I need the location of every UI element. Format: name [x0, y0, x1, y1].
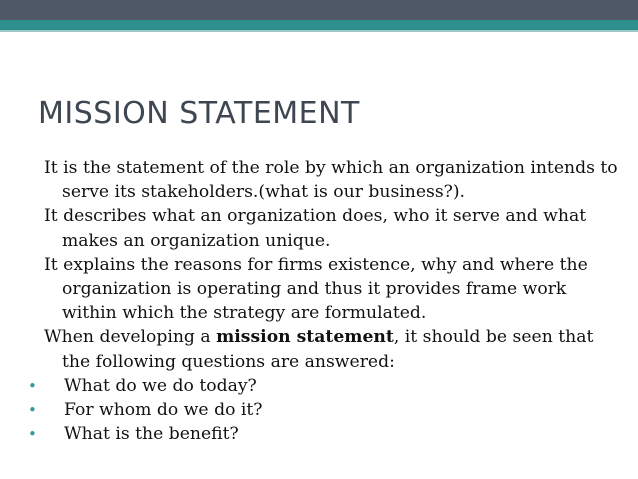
bullet-text: What is the benefit? — [64, 424, 239, 445]
developing-text-after: , it should be seen that the following questions are answered: — [62, 327, 594, 372]
bullet-icon: • — [28, 376, 37, 395]
developing-text-before: When developing a — [44, 327, 217, 348]
bullet-item — [28, 422, 624, 446]
accent-bar-highlight — [0, 30, 638, 32]
paragraph-describes: It describes what an organization does, who it serve and what makes an organization unique. — [44, 206, 587, 251]
bullet-icon: • — [28, 425, 37, 444]
paragraph-developing — [44, 325, 624, 373]
accent-bar — [0, 20, 638, 30]
bullet-item — [28, 398, 624, 422]
mission-statement-emphasis: mission statement — [216, 327, 394, 348]
paragraph-role: It is the statement of the role by which an organization intends to serve its stakeholders.(what is our business?). — [44, 158, 618, 203]
bullet-icon: • — [28, 401, 37, 420]
header-bar — [0, 0, 638, 20]
bullet-text: What do we do today? — [64, 375, 257, 396]
slide-body — [28, 156, 624, 446]
bullet-item — [28, 374, 624, 398]
slide-title: MISSION STATEMENT — [38, 96, 360, 131]
paragraph-reasons: It explains the reasons for firms existence, why and where the organization is operating and thus it provides frame work within which the strategy are formulated. — [44, 254, 588, 324]
bullet-text: For whom do we do it? — [64, 400, 263, 421]
